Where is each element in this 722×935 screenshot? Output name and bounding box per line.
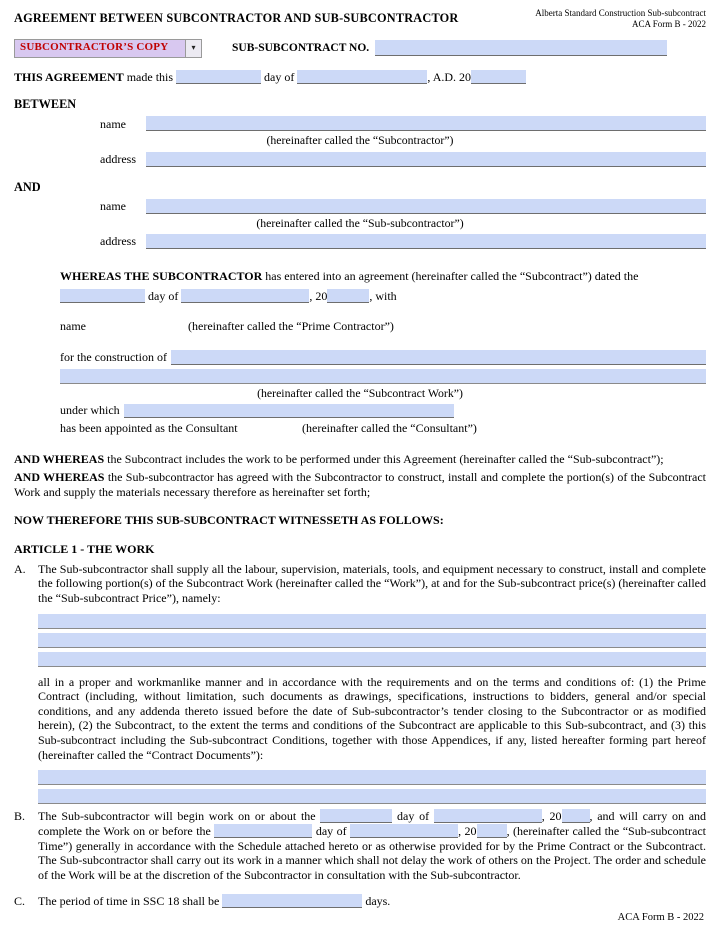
copy-row xyxy=(14,39,706,58)
copy-selector-dropdown[interactable] xyxy=(14,39,186,58)
consultant-appointed-text: has been appointed as the Consultant xyxy=(60,420,238,435)
subcontract-day-of: day of xyxy=(148,288,179,303)
item-a-label: A. xyxy=(14,561,26,576)
subcontract-month-field[interactable] xyxy=(181,289,309,303)
footer-form-code: ACA Form B - 2022 xyxy=(617,912,704,924)
begin-day-field[interactable] xyxy=(320,809,392,823)
subsubcontractor-party-block xyxy=(100,199,706,249)
item-b-body xyxy=(38,809,706,882)
subsubcontractor-name-row xyxy=(100,199,706,214)
subcontract-day-field[interactable] xyxy=(60,289,145,303)
subcontractor-address-field[interactable] xyxy=(146,152,706,167)
article1-item-a xyxy=(14,562,706,805)
name-label: name xyxy=(100,198,126,213)
subcontract-comma20: , 20 xyxy=(309,288,328,303)
item-b-seg3: , 20 xyxy=(541,809,562,824)
agreement-day-field[interactable] xyxy=(176,70,261,84)
subcontractor-name-row xyxy=(100,116,706,131)
article1-item-b xyxy=(14,809,706,882)
item-a-text: The Sub-subcontractor shall supply all the labour, supervision, materials, tools, and equipment necessary to construct, install and complete the following portion(s) of the Subcontract Work (hereinafter called the “Work”), at and for the Sub-subcontract price(s) (hereinafter called the “Sub-subcontract Price”), namely: xyxy=(38,561,706,605)
agreement-month-field[interactable] xyxy=(297,70,427,84)
subcontractor-caption: (hereinafter called the “Subcontractor”) xyxy=(266,133,454,148)
subsubcontract-no-field[interactable] xyxy=(375,40,667,56)
article1-item-c xyxy=(14,894,706,909)
item-b-seg4: , and will carry on and complete the Work on or before the xyxy=(38,809,707,838)
form-code: ACA Form B - 2022 xyxy=(631,18,706,29)
subsubcontract-no-label: SUB-SUBCONTRACT NO. xyxy=(232,42,370,55)
whereas-block xyxy=(60,269,706,436)
ssc18-days-field[interactable] xyxy=(222,894,362,908)
recital-1-text: the Subcontract includes the work to be performed under this Agreement (hereinafter called the “Sub-subcontract”); xyxy=(107,451,664,466)
whereas-lead-line xyxy=(60,269,706,284)
contract-documents-line-2[interactable] xyxy=(38,789,706,804)
recital-1 xyxy=(14,452,706,467)
prime-contractor-row xyxy=(60,319,706,334)
form-reference xyxy=(535,8,706,30)
complete-year-field[interactable] xyxy=(477,824,507,838)
consultant-name-field[interactable] xyxy=(124,404,454,418)
document-header xyxy=(14,8,706,30)
agreement-made-this: made this xyxy=(126,69,174,84)
recital-2-lead: AND WHEREAS xyxy=(14,470,105,485)
subsubcontractor-name-field[interactable] xyxy=(146,199,706,214)
construction-row xyxy=(60,350,706,365)
work-description-line-3[interactable] xyxy=(38,652,706,667)
subcontract-year-field[interactable] xyxy=(327,289,369,303)
and-label: AND xyxy=(14,179,41,194)
subcontract-date-line xyxy=(60,289,706,304)
item-b-seg7: , (hereinafter called the “Sub-subcontract Time”) generally in accordance with the Schedule attached hereto or as otherwise provided for by the Prime Contract or the Subcontract. The Sub-subcontractor shall carry out its work in a manner which shall not delay the work of others on the Project. The order and schedule of the Work will be at the discretion of the Subcontractor in consultation with the Sub-subcontractor. xyxy=(38,823,707,882)
prime-contractor-caption: (hereinafter called the “Prime Contractor”) xyxy=(188,319,394,334)
item-c-label: C. xyxy=(14,894,26,909)
construction-of-field-1[interactable] xyxy=(171,350,706,365)
whereas-lead-rest: has entered into an agreement (hereinafter called the “Subcontract”) dated the xyxy=(265,269,639,283)
item-c-body xyxy=(38,894,706,909)
address-label: address xyxy=(100,234,136,249)
copy-selector-value: SUBCONTRACTOR’S COPY xyxy=(20,41,169,54)
consultant-caption: (hereinafter called the “Consultant”) xyxy=(302,420,477,435)
document-title: AGREEMENT BETWEEN SUBCONTRACTOR AND SUB-SUBCONTRACTOR xyxy=(14,11,459,25)
subcontractor-party-block xyxy=(100,116,706,166)
prime-name-label: name xyxy=(60,319,86,334)
subsubcontractor-address-field[interactable] xyxy=(146,234,706,249)
form-name: Alberta Standard Construction Sub-subcontract xyxy=(535,8,706,18)
work-description-line-1[interactable] xyxy=(38,614,706,629)
under-which-label: under which xyxy=(60,403,120,418)
begin-year-field[interactable] xyxy=(562,809,590,823)
construction-label: for the construction of xyxy=(60,350,167,365)
between-label: BETWEEN xyxy=(14,97,77,112)
agreement-year-field[interactable] xyxy=(471,70,526,84)
subsubcontractor-caption: (hereinafter called the “Sub-subcontractor”) xyxy=(256,215,464,230)
address-label: address xyxy=(100,151,136,166)
item-b-seg1: The Sub-subcontractor will begin work on or about the xyxy=(38,809,316,824)
complete-day-field[interactable] xyxy=(214,824,312,838)
agreement-day-of: day of xyxy=(264,69,295,84)
now-therefore-line: NOW THEREFORE THIS SUB-SUBCONTRACT WITNESSETH AS FOLLOWS: xyxy=(14,513,444,528)
agreement-date-line xyxy=(14,70,706,85)
consultant-row xyxy=(60,421,706,436)
recital-2 xyxy=(14,470,706,499)
item-b-seg2: day of xyxy=(397,809,430,824)
construction-of-field-2[interactable] xyxy=(60,369,706,384)
agreement-lead: THIS AGREEMENT xyxy=(14,69,124,84)
item-b-text xyxy=(38,809,706,882)
copy-selector-arrow-button[interactable] xyxy=(186,39,202,58)
item-b-label: B. xyxy=(14,809,26,824)
item-b-seg6: , 20 xyxy=(458,823,477,838)
subcontractor-name-field[interactable] xyxy=(146,116,706,131)
subsubcontractor-address-row xyxy=(100,234,706,249)
subcontractor-address-row xyxy=(100,152,706,167)
item-b-seg5: day of xyxy=(315,823,347,838)
item-a-text-2: all in a proper and workmanlike manner and in accordance with the requirements and on the terms and conditions of: (1) the Prime Contract (including, without limitation, such documents as drawings, specifications, instructions to bidders, general and/or special conditions, and any addenda thereto issued before the date of Sub-subcontractor’s tender closing to the Subcontractor or as modified herein), (2) the Subcontract, to the extent the terms and conditions of the Subcontract are applicable to this Sub-subcontract, and (3) this Sub-subcontract including the Sub-subcontract Conditions, together with those Appendices, if any, listed hereafter forming part hereof (hereinafter called the “Contract Documents”): xyxy=(38,674,706,762)
recital-1-lead: AND WHEREAS xyxy=(14,451,105,466)
item-c-seg2: days. xyxy=(365,894,391,909)
article1-heading: ARTICLE 1 - THE WORK xyxy=(14,542,155,557)
name-label: name xyxy=(100,116,126,131)
contract-documents-line-1[interactable] xyxy=(38,770,706,785)
agreement-ad20: , A.D. 20 xyxy=(427,69,472,84)
subcontract-with: , with xyxy=(369,288,397,303)
work-description-line-2[interactable] xyxy=(38,633,706,648)
item-c-seg1: The period of time in SSC 18 shall be xyxy=(38,894,220,909)
begin-month-field[interactable] xyxy=(434,809,542,823)
subcontract-work-caption: (hereinafter called the “Subcontract Work”) xyxy=(257,385,463,400)
under-which-row xyxy=(60,403,706,418)
complete-month-field[interactable] xyxy=(350,824,458,838)
chevron-down-icon: ▾ xyxy=(191,43,196,53)
whereas-lead-bold: WHEREAS THE SUBCONTRACTOR xyxy=(60,269,263,283)
item-a-body xyxy=(38,562,706,805)
recital-2-text: the Sub-subcontractor has agreed with the Subcontractor to construct, install and complete the portion(s) of the Subcontract Work and supply the materials necessary therefore as hereinafter set forth; xyxy=(14,470,706,499)
